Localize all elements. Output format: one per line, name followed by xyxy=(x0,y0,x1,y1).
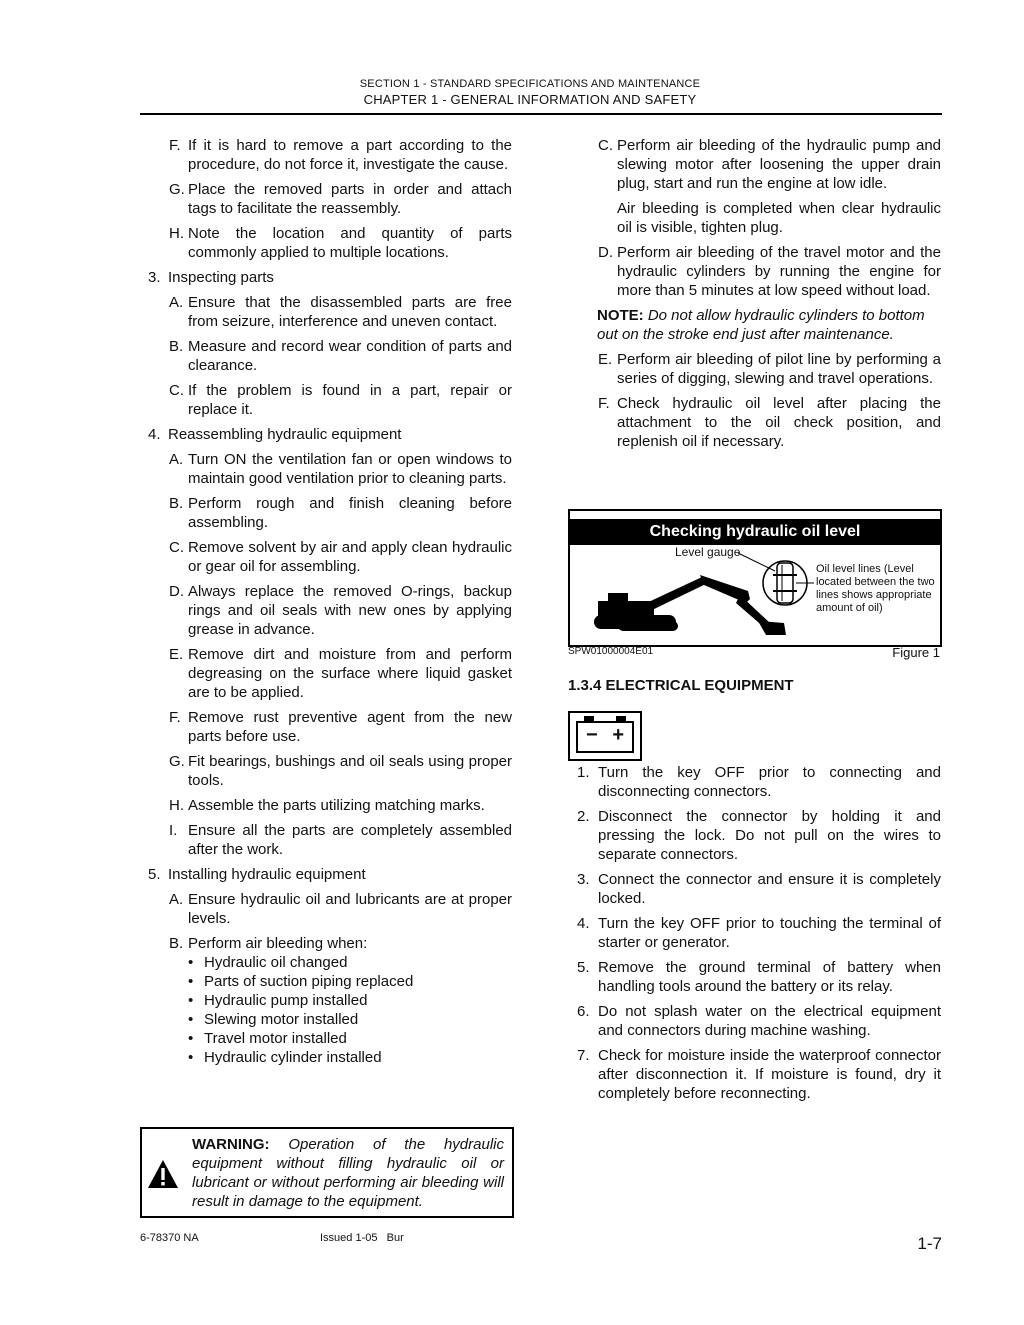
list-item: 6. Do not splash water on the electrical equipment and connectors during machine washing. xyxy=(577,1003,941,1039)
bullet-item: • Hydraulic oil changed xyxy=(188,954,348,971)
list-item-text: Remove rust preventive agent from the new parts before use. xyxy=(188,709,512,745)
list-item: E. Perform air bleeding of pilot line by performing a series of digging, slewing and travel operations. xyxy=(598,351,941,387)
list-item: F. Remove rust preventive agent from the new parts before use. xyxy=(169,709,512,745)
note xyxy=(597,306,941,344)
section-heading-electrical: 1.3.4 ELECTRICAL EQUIPMENT xyxy=(568,677,794,694)
list-item: C. Remove solvent by air and apply clean hydraulic or gear oil for assembling. xyxy=(169,539,512,575)
bullet-item: • Slewing motor installed xyxy=(188,1011,359,1028)
right-column xyxy=(577,136,941,457)
list-item-text: Perform rough and finish cleaning before assembling. xyxy=(188,495,512,531)
list-item: H. Assemble the parts utilizing matching marks. xyxy=(169,797,485,814)
header-divider xyxy=(140,113,942,115)
oil-level-note: Oil level lines (Level located between the two lines shows appropriate amount of oil) xyxy=(816,563,935,614)
page-number: 1-7 xyxy=(917,1234,942,1253)
doc-number: 6-78370 NA xyxy=(140,1232,199,1244)
list-item: D. Always replace the removed O-rings, backup rings and oil seals with new ones by applying grease in advance. xyxy=(169,583,512,638)
list-item-text: Fit bearings, bushings and oil seals using proper tools. xyxy=(188,753,512,789)
electrical-list xyxy=(577,763,941,1109)
battery-minus: − xyxy=(586,724,598,746)
list-item-text: Ensure all the parts are completely assembled after the work. xyxy=(188,822,512,858)
list-item: 2. Disconnect the connector by holding it and pressing the lock. Do not pull on the wires to separate connectors. xyxy=(577,808,941,863)
list-item: 5. Remove the ground terminal of battery when handling tools around the battery or its relay. xyxy=(577,959,941,995)
list-item-text: Note the location and quantity of parts commonly applied to multiple locations. xyxy=(188,225,512,261)
bullet-list xyxy=(148,953,512,1067)
list-item-text: Remove dirt and moisture from and perform degreasing on the surface where liquid gasket are to be applied. xyxy=(188,646,512,701)
list-item-text: Remove solvent by air and apply clean hydraulic or gear oil for assembling. xyxy=(188,539,512,575)
list-item: B. Measure and record wear condition of parts and clearance. xyxy=(169,338,512,374)
list-item: A. Turn ON the ventilation fan or open windows to maintain good ventilation prior to cleaning parts. xyxy=(169,451,512,487)
bullet-item: • Travel motor installed xyxy=(188,1030,347,1047)
note-label: NOTE: xyxy=(597,307,644,324)
left-column xyxy=(148,136,512,1067)
list-item-text: Ensure hydraulic oil and lubricants are at proper levels. xyxy=(188,891,512,927)
bullet-item: • Hydraulic pump installed xyxy=(188,992,368,1009)
chapter-title: CHAPTER 1 - GENERAL INFORMATION AND SAFETY xyxy=(363,92,697,107)
figure-caption: Figure 1 xyxy=(892,645,940,660)
section-heading: 3. Inspecting parts xyxy=(148,269,274,286)
level-gauge-label: Level gauge xyxy=(675,545,741,559)
figure-id: SPW01000004E01 xyxy=(568,646,654,657)
bullet-item: • Hydraulic cylinder installed xyxy=(188,1049,382,1066)
list-item: F. If it is hard to remove a part according to the procedure, do not force it, investigate the cause. xyxy=(169,137,512,173)
list-item: B. Perform rough and finish cleaning before assembling. xyxy=(169,495,512,531)
list-item: I. Ensure all the parts are completely assembled after the work. xyxy=(169,822,512,858)
list-item-text: Place the removed parts in order and attach tags to facilitate the reassembly. xyxy=(188,181,512,217)
list-item: E. Remove dirt and moisture from and perform degreasing on the surface where liquid gasket are to be applied. xyxy=(169,646,512,701)
list-item: H. Note the location and quantity of parts commonly applied to multiple locations. xyxy=(169,225,512,261)
list-item: A. Ensure that the disassembled parts are free from seizure, interference and uneven contact. xyxy=(169,294,512,330)
issue-info: Issued 1-05 Bur xyxy=(320,1232,404,1244)
bullet-item: • Parts of suction piping replaced xyxy=(188,973,414,990)
list-item-text: If it is hard to remove a part according to the procedure, do not force it, investigate the cause. xyxy=(188,137,512,173)
list-item-text: Assemble the parts utilizing matching marks. xyxy=(188,797,485,814)
list-item: F. Check hydraulic oil level after placing the attachment to the oil check position, and replenish oil if necessary. xyxy=(598,395,941,450)
list-item: C. If the problem is found in a part, repair or replace it. xyxy=(169,382,512,418)
note-text: Do not allow hydraulic cylinders to bottom out on the stroke end just after maintenance. xyxy=(597,307,925,343)
warning-message: Operation of the hydraulic equipment without filling hydraulic oil or lubricant or without performing air bleeding will result in damage to the equipment. xyxy=(192,1136,504,1210)
list-item-text: If the problem is found in a part, repair or replace it. xyxy=(188,382,512,418)
figure-title: Checking hydraulic oil level xyxy=(570,519,940,545)
list-item: 3. Connect the connector and ensure it is completely locked. xyxy=(577,871,941,907)
battery-icon xyxy=(568,711,642,761)
warning-label: WARNING: xyxy=(192,1136,270,1153)
list-item-text: Perform air bleeding when: xyxy=(188,935,368,952)
warning-triangle-icon xyxy=(147,1159,179,1189)
battery-plus: + xyxy=(612,724,624,746)
warning-box xyxy=(140,1127,514,1218)
section-heading: 4. Reassembling hydraulic equipment xyxy=(148,426,402,443)
list-item-text: Turn ON the ventilation fan or open windows to maintain good ventilation prior to cleaning parts. xyxy=(188,451,512,487)
list-item: B. Perform air bleeding when: xyxy=(169,935,368,952)
list-item-text: Ensure that the disassembled parts are free from seizure, interference and uneven contact. xyxy=(188,294,512,330)
list-item: 4. Turn the key OFF prior to touching the terminal of starter or generator. xyxy=(577,915,941,951)
section-title: SECTION 1 - STANDARD SPECIFICATIONS AND MAINTENANCE xyxy=(359,78,701,90)
list-item: D. Perform air bleeding of the travel motor and the hydraulic cylinders by running the engine for more than 5 minutes at low speed without load. xyxy=(598,244,941,299)
list-item-text: Always replace the removed O-rings, backup rings and oil seals with new ones by applying grease in advance. xyxy=(188,583,512,638)
list-item: 1. Turn the key OFF prior to connecting and disconnecting connectors. xyxy=(577,764,941,800)
paragraph: Air bleeding is completed when clear hydraulic oil is visible, tighten plug. xyxy=(617,200,941,236)
warning-text xyxy=(192,1135,504,1211)
list-item: G. Fit bearings, bushings and oil seals using proper tools. xyxy=(169,753,512,789)
list-item: C. Perform air bleeding of the hydraulic pump and slewing motor after loosening the upper drain plug, start and run the engine at low idle. xyxy=(598,137,941,192)
page-header xyxy=(120,77,940,108)
list-item: A. Ensure hydraulic oil and lubricants are at proper levels. xyxy=(169,891,512,927)
excavator-illustration xyxy=(570,511,940,645)
section-heading: 5. Installing hydraulic equipment xyxy=(148,866,366,883)
list-item: G. Place the removed parts in order and attach tags to facilitate the reassembly. xyxy=(169,181,512,217)
figure-box xyxy=(568,509,942,647)
list-item: 7. Check for moisture inside the waterproof connector after disconnection it. If moisture is found, dry it completely before reconnecting. xyxy=(577,1047,941,1102)
list-item-text: Measure and record wear condition of parts and clearance. xyxy=(188,338,512,374)
